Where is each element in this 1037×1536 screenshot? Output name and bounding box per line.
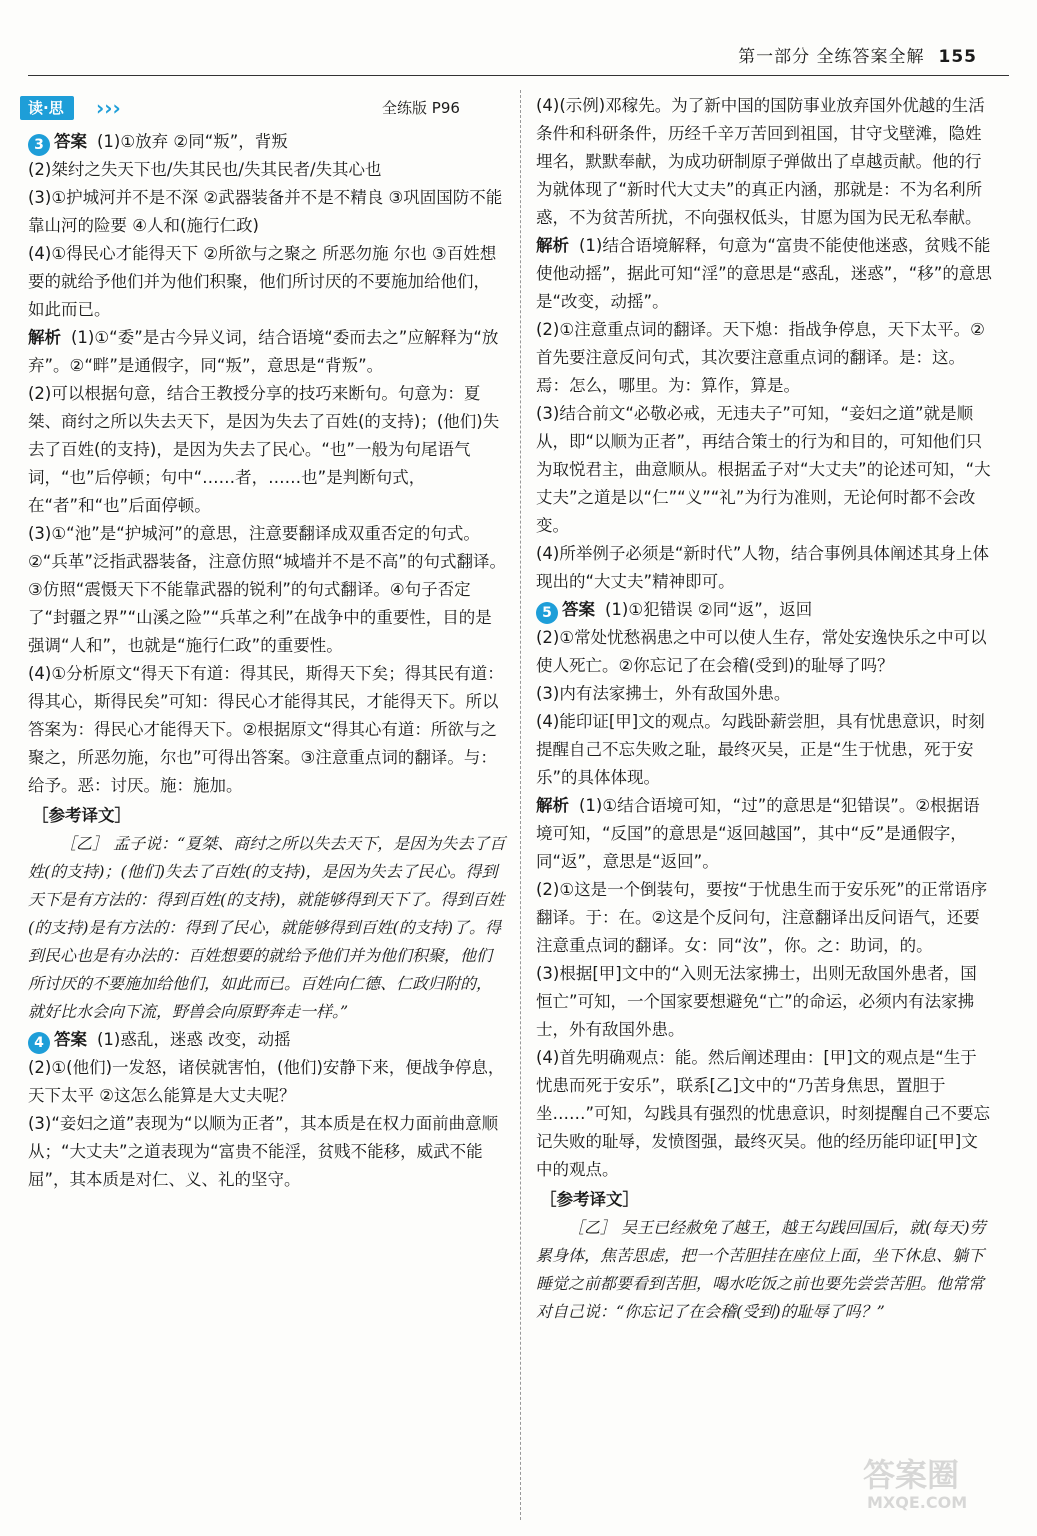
q3-analysis-line: 解析 (1)①“委”是古今异义词，结合语境“委而去之”应解释为“放弃”。②“畔”是通假字，同“叛”，意思是“背叛”。 (28, 328, 499, 375)
answer-label: 答案 (54, 1030, 87, 1049)
right-column (536, 92, 992, 1326)
q4-analysis-line: (4)所举例子必须是“新时代”人物，结合事例具体阐述其身上体现出的“大丈夫”精神即可。 (536, 544, 989, 591)
column-divider (520, 90, 521, 1520)
analysis-label: 解析 (28, 328, 61, 347)
question-number-badge: 4 (28, 1032, 50, 1054)
page-number: 155 (938, 47, 977, 67)
page-header (0, 0, 1037, 78)
q3-analysis-line: (3)①“池”是“护城河”的意思，注意要翻译成双重否定的句式。②“兵革”泛指武器装备，注意仿照“城墙并不是不高”的句式翻译。③仿照“震慑天下不能靠武器的锐利”的句式翻译。④句子否定了“封疆之界”“山溪之险”“兵革之利”在战争中的重要性，目的是强调“人和”，也就是“施行仁政”的重要性。 (28, 524, 506, 655)
question-number-badge: 5 (536, 602, 558, 624)
q4-answer-line: (3)“妾妇之道”表现为“以顺为正者”，其本质是在权力面前曲意顺从；“大丈夫”之道表现为“富贵不能淫，贫贱不能移，威武不能屈”，其本质是对仁、义、礼的坚守。 (28, 1114, 499, 1189)
section-tag: 读·思 (20, 96, 74, 120)
reference-translation-title: ［参考译文］ (32, 806, 131, 825)
left-column (28, 128, 506, 1194)
q3-answer-line: (3)①护城河并不是不深 ②武器装备并不是不精良 ③巩固国防不能靠山河的险要 ④人和(施行仁政) (28, 188, 503, 235)
q5-analysis-line: (2)①这是一个倒装句，要按“于忧患生而于安乐死”的正常语序翻译。于：在。②这是个反问句，注意翻译出反问语气，还要注意重点词的翻译。女：同“汝”，你。之：助词，的。 (536, 880, 988, 955)
q3-analysis-line: (4)①分析原文“得天下有道：得其民，斯得天下矣；得其民有道：得其心，斯得民矣”可知：得民心才能得其民，才能得天下。所以答案为：得民心才能得天下。②根据原文“得其心有道：所欲与之聚之，所恶勿施，尔也”可得出答案。③注意重点词的翻译。与：给予。恶：讨厌。施：施加。 (28, 664, 504, 795)
q4-analysis-line: 解析 (1)结合语境解释，句意为“富贵不能使他迷惑，贫贱不能使他动摇”，据此可知“淫”的意思是“惑乱，迷惑”，“移”的意思是“改变，动摇”。 (536, 236, 992, 311)
answer-label: 答案 (562, 600, 595, 619)
watermark-subtext: MXQE.COM (867, 1493, 968, 1512)
reference-translation-title: ［参考译文］ (540, 1190, 639, 1209)
header-rule (28, 75, 1009, 76)
q3-answer-line: (4)①得民心才能得天下 ②所欲与之聚之 所恶勿施 尔也 ③百姓想要的就给予他们并为他们积聚，他们所讨厌的不要施加给他们，如此而已。 (28, 244, 497, 319)
q4-analysis-line: (2)①注意重点词的翻译。天下熄：指战争停息，天下太平。②首先要注意反问句式，其次要注意重点词的翻译。是：这。焉：怎么，哪里。为：算作，算是。 (536, 320, 985, 395)
tag-reference: 全练版 P96 (382, 99, 460, 117)
q5-answer-line: (3)内有法家拂士，外有敌国外患。 (536, 684, 791, 703)
q5-analysis-line: (4)首先明确观点：能。然后阐述理由：[甲]文的观点是“生于忧患而死于安乐”，联系[乙]文中的“乃苦身焦思，置胆于坐……”可知，勾践具有强烈的忧患意识，时刻提醒自己不要忘记失败的耻辱，发愤图强，最终灭吴。他的经历能印证[甲]文中的观点。 (536, 1048, 991, 1179)
q5-answer-line: (2)①常处忧愁祸患之中可以使人生存，常处安逸快乐之中可以使人死亡。②你忘记了在会稽(受到)的耻辱了吗？ (536, 628, 987, 675)
q4-analysis-line: (3)结合前文“必敬必戒，无违夫子”可知，“妾妇之道”就是顺从，即“以顺为正者”，再结合策士的行为和目的，可知他们只为取悦君主，曲意顺从。根据孟子对“大丈夫”的论述可知，“大丈夫”之道是以“仁”“义”“礼”为行为准则，无论何时都不会改变。 (536, 404, 991, 535)
q5-analysis-line: 解析 (1)①结合语境可知，“过”的意思是“犯错误”。②根据语境可知，“反国”的意思是“返回越国”，其中“反”是通假字，同“返”，意思是“返回”。 (536, 796, 980, 871)
header-info (738, 42, 977, 67)
q3-answer-line: 3 答案 (1)①放弃 ②同“叛”，背叛 (28, 128, 506, 156)
reference-translation-text: ［乙］ 孟子说：“夏桀、商纣之所以失去天下，是因为失去了百姓(的支持)；(他们)失去了百姓(的支持)，是因为失去了民心。得到天下是有方法的：得到百姓(的支持)，就能够得到天下了。得到百姓(的支持)是有方法的：得到了民心，就能够得到百姓(的支持)了。得到民心也是有办法的：百姓想要的就给予他们并为他们积聚，他们所讨厌的不要施加给他们，如此而已。百姓向仁德、仁政归附的，就好比水会向下流，野兽会向原野奔走一样。” (28, 834, 506, 1021)
watermark-text: 答案圈 (863, 1456, 960, 1494)
q5-analysis-line: (3)根据[甲]文中的“入则无法家拂士，出则无敌国外患者，国恒亡”可知，一个国家要想避免“亡”的命运，必须内有法家拂士，外有敌国外患。 (536, 964, 977, 1039)
q4-answer-line: 4 答案 (1)惑乱，迷惑 改变，动摇 (28, 1026, 506, 1054)
watermark-logo (853, 1446, 1013, 1516)
analysis-label: 解析 (536, 796, 569, 815)
q4-answer-line: (2)①(他们)一发怒，诸侯就害怕，(他们)安静下来，便战争停息，天下太平 ②这怎么能算是大丈夫呢？ (28, 1058, 505, 1105)
q5-answer-line: 5 答案 (1)①犯错误 ②同“返”，返回 (536, 596, 992, 624)
q3-answer-line: (2)桀纣之失天下也/失其民也/失其民者/失其心也 (28, 160, 382, 179)
section-title: 第一部分 全练答案全解 (738, 47, 925, 67)
q5-answer-line: (4)能印证[甲]文的观点。勾践卧薪尝胆，具有忧患意识，时刻提醒自己不忘失败之耻，最终灭吴，正是“生于忧患，死于安乐”的具体体现。 (536, 712, 985, 787)
reference-translation-text: ［乙］ 吴王已经赦免了越王，越王勾践回国后，就(每天)劳累身体，焦苦思虑，把一个苦胆挂在座位上面，坐下休息、躺下睡觉之前都要看到苦胆，喝水吃饭之前也要先尝尝苦胆。他常常对自己说：“你忘记了在会稽(受到)的耻辱了吗？” (536, 1218, 986, 1321)
question-number-badge: 3 (28, 134, 50, 156)
answer-label: 答案 (54, 132, 87, 151)
analysis-label: 解析 (536, 236, 569, 255)
tag-arrows-icon: ››› (96, 96, 121, 120)
watermark-svg (853, 1446, 1013, 1516)
q4-answer-line: (4)(示例)邓稼先。为了新中国的国防事业放弃国外优越的生活条件和科研条件，历经千辛万苦回到祖国，甘守戈壁滩，隐姓埋名，默默奉献，为成功研制原子弹做出了卓越贡献。他的行为就体现了“新时代大丈夫”的真正内涵，那就是：不为名利所惑，不为贫苦所扰，不向强权低头，甘愿为国为民无私奉献。 (536, 96, 985, 227)
q3-analysis-line: (2)可以根据句意，结合王教授分享的技巧来断句。句意为：夏桀、商纣之所以失去天下，是因为失去了百姓(的支持)；(他们)失去了百姓(的支持)，是因为失去了民心。“也”一般为句尾语气词，“也”后停顿；句中“……者，……也”是判断句式，在“者”和“也”后面停顿。 (28, 384, 500, 515)
